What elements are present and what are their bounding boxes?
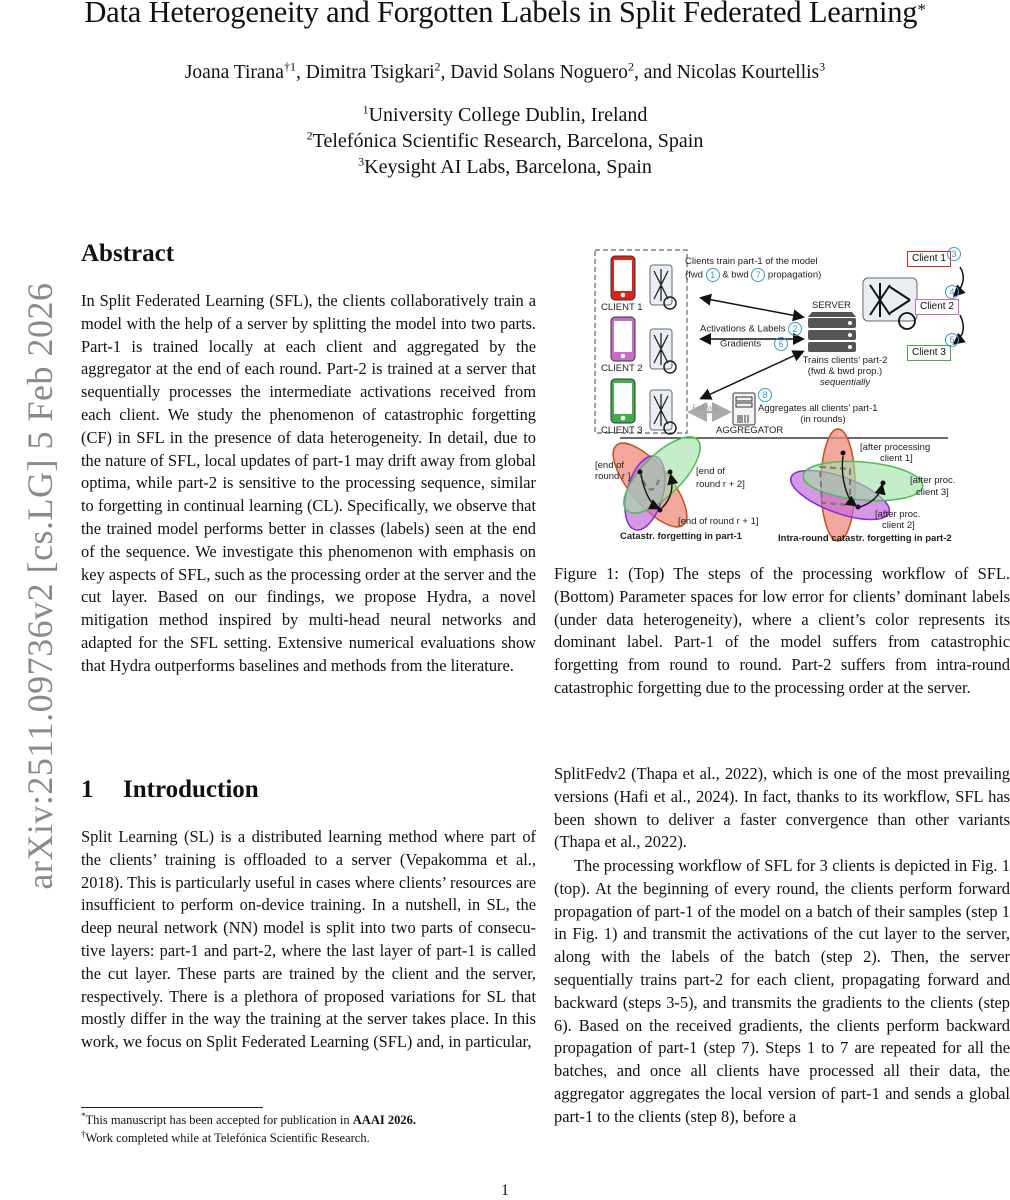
server-desc-3: sequentially [819, 377, 871, 388]
affiliation: $^2$Telefónica Scientific Research, Barcelona, Spain [306, 128, 704, 152]
intro-paragraph-right-2: The processing workflow of SFL for 3 clients is depicted in Fig. 1 (top). At the beginning of every round, the clients perform forward propagation of part-1 of the model on a batch of their samples (step 1 in Fig. 1) and transmit the activations of the cut layer to the server, along with the labels of the batch (step 2). Then, the server sequentially trains part-2 for each client, propagating forward and backward (steps 3-5), and transmits the gradients to the clients (step 6). Based on the received gradients, the clients perform backward propagation of part-1 (step 7). Steps 1 to 7 are repeated for all the batches, and once all clients have processed all their data, the aggregator aggregates the local version of part-1 and sends a global part-1 to the clients (step 8), before a [554, 856, 1010, 1126]
neural-net-icon-server [863, 278, 917, 329]
author: Dimitra Tsigkari [305, 62, 435, 83]
subfig-title-part-1: Catastr. forgetting in part-1 [620, 531, 742, 542]
author: Joana Tirana [184, 62, 284, 83]
neural-net-icon-client-1 [650, 265, 676, 309]
step-3-badge: 3 [947, 247, 961, 261]
label-after-client-3-b: client 3] [916, 487, 949, 498]
label-end-of-round-r2-2: round r + 2] [696, 479, 745, 490]
phone-icon-client-1 [611, 256, 635, 300]
server-label: SERVER [812, 300, 851, 311]
clients-train-steps: (fwd 1 & bwd 7 propagation) [685, 269, 822, 281]
aggregator-desc-1: Aggregates all clients’ part-1 [758, 403, 878, 414]
server-icon [808, 312, 856, 352]
neural-net-icon-client-2 [650, 329, 676, 373]
step-4-badge: 4 [945, 285, 959, 299]
sequence-client-3: Client 3 [907, 345, 951, 361]
aggregator-desc-2: (in rounds) [800, 414, 846, 425]
label-after-client-2-a: [after proc. [875, 509, 921, 520]
abstract-heading: Abstract [81, 240, 175, 267]
figure-1-caption: Figure 1: (Top) The steps of the processing workflow of SFL. (Bottom) Parameter spaces for low error for clients’ dominant labels (under data heterogeneity), where a client’s color represents its dominant label. Part-1 of the model suffers from catastrophic forgetting from round to round. Part-2 suffers from intra-round catastrophic forgetting due to the processing order at the server. [554, 564, 1010, 697]
footnote-1: *This manuscript has been accepted for publication in AAAI 2026. [81, 1110, 416, 1127]
label-end-of-round-r-2: round r ] [595, 471, 631, 482]
figure-1 [590, 245, 1000, 555]
step-7-badge: 7 [751, 268, 765, 282]
author: David Solans Noguero [450, 62, 628, 83]
intro-paragraph-left: Split Learning (SL) is a distributed learning method where part of the clients’ training is offloaded to a server (Vepakomma et al., 2018). This is particularly useful in cases where clients’ resources are insufficient to perform on-device training. In a nutshell, in SL, the deep neural network (NN) model is split into two parts of consecutive layers: part-1 and part-2, where the last layer of part-1 is called the cut layer. These parts are trained by the client and the server, respectively. There is a plethora of proposed variations for SL that mostly differ in the way the training at the server takes place. In this work, we focus on Split Federated Learning (SFL) and, in particular, [81, 827, 536, 1052]
footnote-divider [81, 1107, 263, 1108]
abstract-body: In Split Federated Learning (SFL), the clients collaboratively train a model with the help of a server by splitting the model into two parts. Part-1 is trained locally at each client and aggregated by the aggregator at the end of each round. Part-2 is trained at a server that sequentially processes the intermediate activations received from each client. We study the phenomenon of catastrophic forgetting (CF) in SFL in the presence of data heterogeneity. In detail, due to the nature of SFL, local updates of part-1 may drift away from global optima, while part-2 is sensitive to the processing sequence, similar to forgetting in continual learning (CL). Specifically, we observe that the trained model performs better in classes (labels) seen at the end of the sequence. We investigate this phenomenon with emphasis on key aspects of SFL, such as the processing order at the server and the cut layer. Based on our findings, we propose Hydra, a novel mitigation method inspired by multi-head neural networks and adapted for the SFL setting. Extensive numerical evaluations show that Hydra outperforms baselines and methods from the literature. [81, 291, 536, 675]
affiliation: $^1$University College Dublin, Ireland [362, 102, 648, 126]
clients-group-box [595, 250, 687, 433]
affiliation: $^3$Keysight AI Labs, Barcelona, Spain [358, 154, 652, 178]
client-1-label: CLIENT 1 [601, 302, 643, 313]
label-after-client-2-b: client 2] [882, 520, 915, 531]
phone-icon-client-3 [611, 379, 635, 423]
server-desc-2: (fwd & bwd prop.) [807, 366, 883, 377]
label-after-client-1-b: client 1] [880, 453, 913, 464]
aggregator-icon [733, 393, 755, 425]
label-after-client-1-a: [after processing [860, 442, 931, 453]
arrow-client1-server [702, 298, 802, 317]
section-heading-introduction: 1 Introduction [81, 776, 259, 803]
clients-train-label: Clients train part-1 of the model [685, 256, 818, 267]
step-5-badge: 5 [945, 333, 959, 347]
sequence-client-1: Client 1 [907, 251, 951, 267]
author-list: Joana Tirana$^{\dagger 1}$, Dimitra Tsigkari$^2$, David Solans Noguero$^2$, and Nicolas Kourtellis$^3$ [184, 59, 826, 83]
step-1-badge: 1 [706, 268, 720, 282]
footnotes [81, 1111, 541, 1147]
gradients-text: Gradients 6 [720, 337, 788, 351]
footnote-2: †Work completed while at Telefónica Scientific Research. [81, 1128, 370, 1145]
label-end-of-round-r-1: [end of [595, 460, 625, 471]
client-3-label: CLIENT 3 [601, 425, 643, 436]
figure-1-graphics [590, 245, 1000, 555]
label-end-of-round-r2-1: [end of [696, 466, 726, 477]
activations-labels-text: Activations & Labels 2 [700, 322, 802, 336]
phone-icon-client-2 [611, 317, 635, 361]
intro-paragraph-right-1: SplitFedv2 (Thapa et al., 2022), which is one of the most prevailing versions (Hafi et al., 2024). In fact, thanks to its workflow, SFL has been shown to deliver a faster convergence than other variants (Thapa et al., 2022). [554, 764, 1010, 852]
step-8-badge: 8 [758, 388, 772, 402]
author: Nicolas Kourtellis [676, 62, 820, 83]
step-8-row [758, 388, 772, 402]
paper-title: Data Heterogeneity and Forgotten Labels in Split Federated Learning* [84, 0, 926, 29]
fedavg-label: FedAvg [692, 403, 718, 412]
aggregator-label: AGGREGATOR [716, 425, 784, 436]
label-end-of-round-r1: [end of round r + 1] [678, 516, 759, 527]
arxiv-identifier: arXiv:2511.09736v2 [cs.LG] 5 Feb 2026 [20, 282, 60, 890]
server-desc-1: Trains clients’ part-2 [802, 355, 888, 366]
client-2-label: CLIENT 2 [601, 363, 643, 374]
step-6-badge: 6 [774, 337, 788, 351]
subfig-title-part-2: Intra-round catastr. forgetting in part-2 [778, 533, 952, 544]
neural-net-icon-client-3 [650, 390, 676, 434]
label-after-client-3-a: [after proc. [910, 475, 956, 486]
arrow-client3-server [702, 352, 802, 398]
page-number: 1 [501, 1182, 509, 1199]
step-2-badge: 2 [788, 322, 802, 336]
sequence-client-2: Client 2 [915, 299, 959, 315]
